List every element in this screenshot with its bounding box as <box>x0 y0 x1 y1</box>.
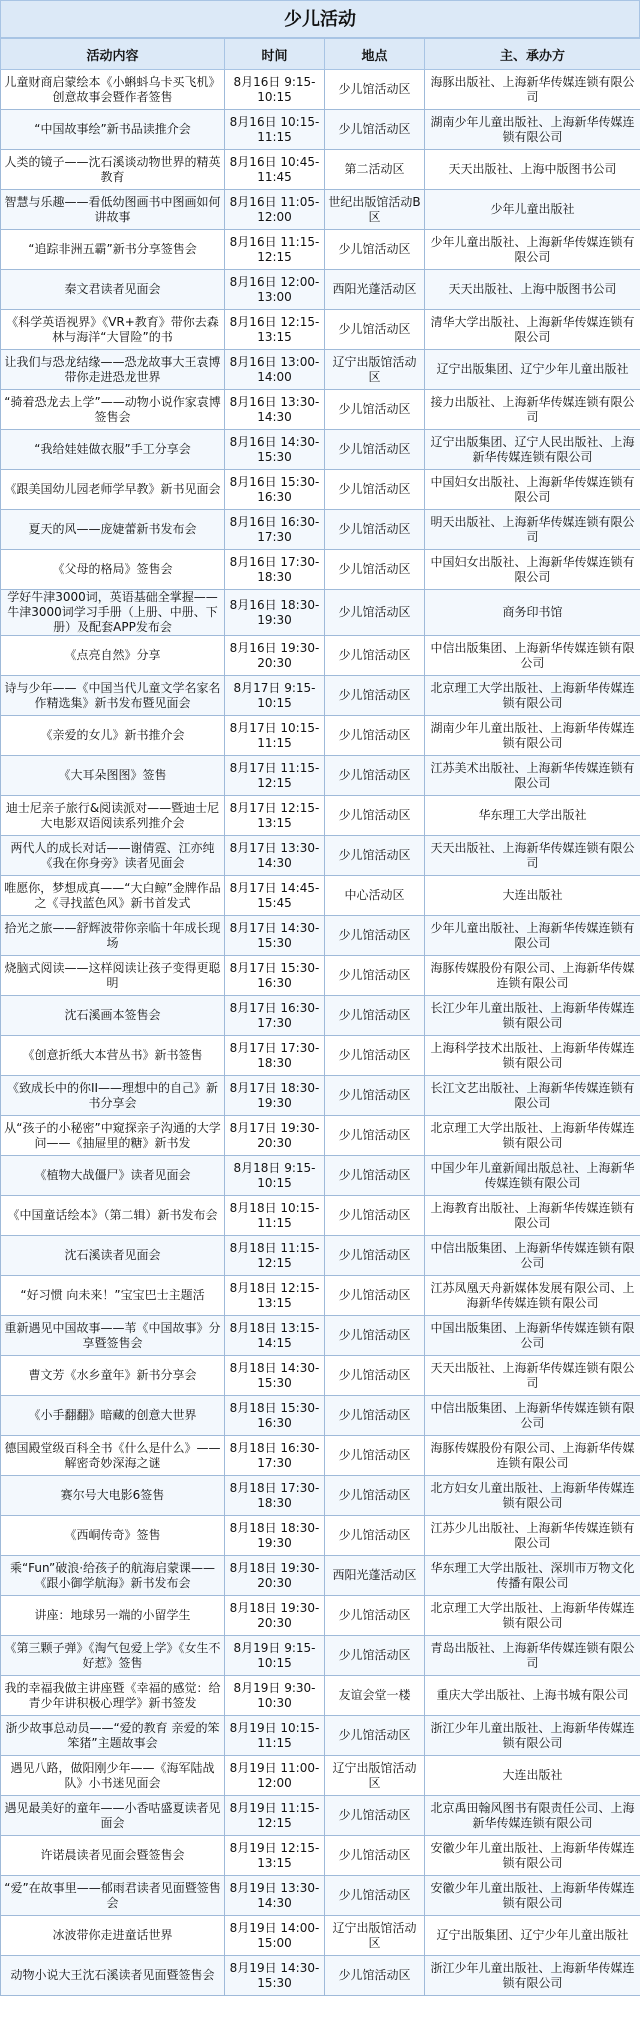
cell-activity: 让我们与恐龙结缘——恐龙故事大王袁博带你走进恐龙世界 <box>1 350 225 390</box>
cell-time: 8月16日 17:30-18:30 <box>225 550 325 590</box>
cell-organizer: 大连出版社 <box>425 1756 640 1796</box>
cell-activity: 人类的镜子——沈石溪谈动物世界的精英教育 <box>1 150 225 190</box>
cell-activity: 乘“Fun”破浪·给孩子的航海启蒙课——《跟小御学航海》新书发布会 <box>1 1556 225 1596</box>
cell-time: 8月18日 9:15-10:15 <box>225 1156 325 1196</box>
cell-time: 8月16日 18:30-19:30 <box>225 590 325 636</box>
table-row <box>1 716 640 756</box>
cell-location: 少儿馆活动区 <box>325 1316 425 1356</box>
cell-location: 少儿馆活动区 <box>325 390 425 430</box>
cell-organizer: 重庆大学出版社、上海书城有限公司 <box>425 1676 640 1716</box>
cell-location: 少儿馆活动区 <box>325 550 425 590</box>
cell-organizer: 中信出版集团、上海新华传媒连锁有限公司 <box>425 1396 640 1436</box>
cell-time: 8月16日 14:30-15:30 <box>225 430 325 470</box>
cell-activity: 拾光之旅——舒辉波带你亲临十年成长现场 <box>1 916 225 956</box>
cell-activity: 《亲爱的女儿》新书推介会 <box>1 716 225 756</box>
table-row <box>1 1556 640 1596</box>
cell-organizer: 北京禹田翰风图书有限责任公司、上海新华传媒连锁有限公司 <box>425 1796 640 1836</box>
cell-time: 8月16日 11:15-12:15 <box>225 230 325 270</box>
table-row <box>1 916 640 956</box>
cell-time: 8月19日 11:00-12:00 <box>225 1756 325 1796</box>
table-row <box>1 1916 640 1956</box>
cell-time: 8月18日 19:30-20:30 <box>225 1556 325 1596</box>
cell-organizer: 中信出版集团、上海新华传媒连锁有限公司 <box>425 636 640 676</box>
cell-location: 少儿馆活动区 <box>325 1036 425 1076</box>
table-row <box>1 676 640 716</box>
cell-organizer: 海豚传媒股份有限公司、上海新华传媒连锁有限公司 <box>425 1436 640 1476</box>
cell-location: 西阳光蓬活动区 <box>325 1556 425 1596</box>
table-row <box>1 796 640 836</box>
cell-activity: 烧脑式阅读——这样阅读让孩子变得更聪明 <box>1 956 225 996</box>
cell-location: 少儿馆活动区 <box>325 1436 425 1476</box>
table-row <box>1 876 640 916</box>
cell-organizer: 中国妇女出版社、上海新华传媒连锁有限公司 <box>425 470 640 510</box>
cell-location: 少儿馆活动区 <box>325 470 425 510</box>
cell-location: 少儿馆活动区 <box>325 1356 425 1396</box>
header-time: 时间 <box>225 39 325 70</box>
cell-activity: 《致成长中的你II——理想中的自己》新书分享会 <box>1 1076 225 1116</box>
table-row <box>1 1516 640 1556</box>
cell-location: 少儿馆活动区 <box>325 230 425 270</box>
cell-time: 8月16日 12:15-13:15 <box>225 310 325 350</box>
header-organizer: 主、承办方 <box>425 39 640 70</box>
cell-location: 辽宁出版馆活动区 <box>325 350 425 390</box>
cell-activity: 《创意折纸大本营丛书》新书签售 <box>1 1036 225 1076</box>
cell-organizer: 安徽少年儿童出版社、上海新华传媒连锁有限公司 <box>425 1876 640 1916</box>
cell-organizer: 江苏美术出版社、上海新华传媒连锁有限公司 <box>425 756 640 796</box>
page-title: 少儿活动 <box>0 0 640 38</box>
table-row <box>1 756 640 796</box>
cell-organizer: 中国妇女出版社、上海新华传媒连锁有限公司 <box>425 550 640 590</box>
cell-activity: 《中国童话绘本》（第二辑）新书发布会 <box>1 1196 225 1236</box>
cell-organizer: 明天出版社、上海新华传媒连锁有限公司 <box>425 510 640 550</box>
table-row <box>1 636 640 676</box>
cell-organizer: 长江少年儿童出版社、上海新华传媒连锁有限公司 <box>425 996 640 1036</box>
cell-activity: 迪士尼亲子旅行&阅读派对——暨迪士尼大电影双语阅读系列推介会 <box>1 796 225 836</box>
cell-time: 8月17日 17:30-18:30 <box>225 1036 325 1076</box>
cell-activity: 重新遇见中国故事——苇《中国故事》分享暨签售会 <box>1 1316 225 1356</box>
cell-activity: 沈石溪读者见面会 <box>1 1236 225 1276</box>
cell-location: 少儿馆活动区 <box>325 510 425 550</box>
cell-activity: 《第三颗子弹》《淘气包爱上学》《女生不好惹》签售 <box>1 1636 225 1676</box>
table-body <box>1 70 640 1996</box>
table-row <box>1 110 640 150</box>
cell-activity: 冰波带你走进童话世界 <box>1 1916 225 1956</box>
cell-organizer: 少年儿童出版社、上海新华传媒连锁有限公司 <box>425 916 640 956</box>
cell-activity: 《西峒传奇》签售 <box>1 1516 225 1556</box>
header-location: 地点 <box>325 39 425 70</box>
table-row <box>1 1676 640 1716</box>
cell-location: 少儿馆活动区 <box>325 1156 425 1196</box>
cell-time: 8月17日 15:30-16:30 <box>225 956 325 996</box>
cell-time: 8月16日 10:15-11:15 <box>225 110 325 150</box>
table-row <box>1 390 640 430</box>
cell-time: 8月17日 14:30-15:30 <box>225 916 325 956</box>
cell-location: 少儿馆活动区 <box>325 1596 425 1636</box>
cell-time: 8月17日 11:15-12:15 <box>225 756 325 796</box>
cell-activity: 诗与少年——《中国当代儿童文学名家名作精选集》新书发布暨见面会 <box>1 676 225 716</box>
cell-time: 8月16日 10:45-11:45 <box>225 150 325 190</box>
table-row <box>1 1716 640 1756</box>
cell-location: 中心活动区 <box>325 876 425 916</box>
cell-activity: 动物小说大王沈石溪读者见面暨签售会 <box>1 1956 225 1996</box>
cell-time: 8月16日 13:30-14:30 <box>225 390 325 430</box>
table-row <box>1 1636 640 1676</box>
cell-activity: 《大耳朵图图》签售 <box>1 756 225 796</box>
cell-time: 8月19日 9:30-10:30 <box>225 1676 325 1716</box>
cell-activity: “好习惯 向未来！”宝宝巴士主题活 <box>1 1276 225 1316</box>
cell-time: 8月17日 13:30-14:30 <box>225 836 325 876</box>
table-row <box>1 470 640 510</box>
cell-time: 8月18日 19:30-20:30 <box>225 1596 325 1636</box>
cell-location: 第二活动区 <box>325 150 425 190</box>
table-row <box>1 1956 640 1996</box>
cell-location: 少儿馆活动区 <box>325 1836 425 1876</box>
cell-location: 少儿馆活动区 <box>325 1956 425 1996</box>
cell-location: 少儿馆活动区 <box>325 590 425 636</box>
cell-location: 少儿馆活动区 <box>325 1636 425 1676</box>
cell-organizer: 天天出版社、上海中版图书公司 <box>425 270 640 310</box>
cell-organizer: 江苏少儿出版社、上海新华传媒连锁有限公司 <box>425 1516 640 1556</box>
table-row <box>1 270 640 310</box>
cell-organizer: 中信出版集团、上海新华传媒连锁有限公司 <box>425 1236 640 1276</box>
cell-location: 少儿馆活动区 <box>325 1716 425 1756</box>
cell-time: 8月18日 17:30-18:30 <box>225 1476 325 1516</box>
table-row <box>1 836 640 876</box>
cell-organizer: 江苏凤凰天舟新媒体发展有限公司、上海新华传媒连锁有限公司 <box>425 1276 640 1316</box>
cell-location: 少儿馆活动区 <box>325 916 425 956</box>
cell-time: 8月17日 9:15-10:15 <box>225 676 325 716</box>
cell-activity: 秦文君读者见面会 <box>1 270 225 310</box>
cell-location: 少儿馆活动区 <box>325 70 425 110</box>
cell-organizer: 北京理工大学出版社、上海新华传媒连锁有限公司 <box>425 1116 640 1156</box>
cell-time: 8月18日 11:15-12:15 <box>225 1236 325 1276</box>
table-row <box>1 1876 640 1916</box>
cell-time: 8月19日 13:30-14:30 <box>225 1876 325 1916</box>
cell-location: 少儿馆活动区 <box>325 1116 425 1156</box>
cell-time: 8月18日 12:15-13:15 <box>225 1276 325 1316</box>
cell-location: 少儿馆活动区 <box>325 1476 425 1516</box>
table-row <box>1 1796 640 1836</box>
cell-time: 8月19日 12:15-13:15 <box>225 1836 325 1876</box>
cell-activity: 曹文芳《水乡童年》新书分享会 <box>1 1356 225 1396</box>
cell-organizer: 华东理工大学出版社 <box>425 796 640 836</box>
cell-organizer: 中国出版集团、上海新华传媒连锁有限公司 <box>425 1316 640 1356</box>
table-row <box>1 1356 640 1396</box>
cell-activity: 唯愿你，梦想成真——“大白鲸”金牌作品之《寻找蓝色风》新书首发式 <box>1 876 225 916</box>
cell-organizer: 接力出版社、上海新华传媒连锁有限公司 <box>425 390 640 430</box>
activity-table <box>0 38 640 1996</box>
cell-location: 少儿馆活动区 <box>325 716 425 756</box>
cell-time: 8月16日 11:05-12:00 <box>225 190 325 230</box>
cell-activity: 两代人的成长对话——谢倩霓、江亦纯《我在你身旁》读者见面会 <box>1 836 225 876</box>
cell-organizer: 华东理工大学出版社、深圳市万物文化传播有限公司 <box>425 1556 640 1596</box>
cell-organizer: 天天出版社、上海新华传媒连锁有限公司 <box>425 836 640 876</box>
cell-time: 8月16日 16:30-17:30 <box>225 510 325 550</box>
cell-activity: 遇见最美好的童年——小香咕盛夏读者见面会 <box>1 1796 225 1836</box>
cell-time: 8月17日 18:30-19:30 <box>225 1076 325 1116</box>
cell-location: 辽宁出版馆活动区 <box>325 1916 425 1956</box>
cell-organizer: 海豚出版社、上海新华传媒连锁有限公司 <box>425 70 640 110</box>
cell-location: 少儿馆活动区 <box>325 1396 425 1436</box>
cell-location: 少儿馆活动区 <box>325 796 425 836</box>
cell-location: 西阳光蓬活动区 <box>325 270 425 310</box>
cell-activity: 夏天的风——庞婕蕾新书发布会 <box>1 510 225 550</box>
cell-organizer: 天天出版社、上海新华传媒连锁有限公司 <box>425 1356 640 1396</box>
cell-activity: “中国故事绘”新书品读推介会 <box>1 110 225 150</box>
cell-activity: 我的幸福我做主讲座暨《幸福的感觉：给青少年讲积极心理学》新书签发 <box>1 1676 225 1716</box>
cell-activity: 讲座：地球另一端的小留学生 <box>1 1596 225 1636</box>
cell-organizer: 海豚传媒股份有限公司、上海新华传媒连锁有限公司 <box>425 956 640 996</box>
cell-time: 8月18日 14:30-15:30 <box>225 1356 325 1396</box>
cell-organizer: 湖南少年儿童出版社、上海新华传媒连锁有限公司 <box>425 110 640 150</box>
cell-time: 8月19日 9:15-10:15 <box>225 1636 325 1676</box>
table-row <box>1 430 640 470</box>
cell-location: 少儿馆活动区 <box>325 1796 425 1836</box>
cell-activity: 《小手翻翻》暗藏的创意大世界 <box>1 1396 225 1436</box>
cell-location: 少儿馆活动区 <box>325 676 425 716</box>
cell-location: 世纪出版馆活动B区 <box>325 190 425 230</box>
cell-time: 8月16日 12:00-13:00 <box>225 270 325 310</box>
table-row <box>1 1436 640 1476</box>
table-row <box>1 550 640 590</box>
table-row <box>1 956 640 996</box>
cell-time: 8月17日 12:15-13:15 <box>225 796 325 836</box>
cell-location: 少儿馆活动区 <box>325 110 425 150</box>
table-row <box>1 190 640 230</box>
cell-time: 8月18日 18:30-19:30 <box>225 1516 325 1556</box>
cell-organizer: 天天出版社、上海中版图书公司 <box>425 150 640 190</box>
table-row <box>1 1396 640 1436</box>
table-row <box>1 1476 640 1516</box>
cell-activity: 许诺晨读者见面会暨签售会 <box>1 1836 225 1876</box>
cell-activity: 《植物大战僵尸》读者见面会 <box>1 1156 225 1196</box>
cell-time: 8月17日 10:15-11:15 <box>225 716 325 756</box>
table-row <box>1 510 640 550</box>
cell-organizer: 湖南少年儿童出版社、上海新华传媒连锁有限公司 <box>425 716 640 756</box>
cell-location: 少儿馆活动区 <box>325 996 425 1036</box>
cell-activity: 《科学英语视界》《VR+教育》带你去森林与海洋“大冒险”的书 <box>1 310 225 350</box>
cell-organizer: 大连出版社 <box>425 876 640 916</box>
cell-organizer: 北京理工大学出版社、上海新华传媒连锁有限公司 <box>425 676 640 716</box>
cell-organizer: 上海教育出版社、上海新华传媒连锁有限公司 <box>425 1196 640 1236</box>
table-row <box>1 1316 640 1356</box>
cell-time: 8月16日 9:15-10:15 <box>225 70 325 110</box>
table-row <box>1 590 640 636</box>
table-row <box>1 1276 640 1316</box>
table-row <box>1 150 640 190</box>
cell-location: 辽宁出版馆活动区 <box>325 1756 425 1796</box>
table-row <box>1 1236 640 1276</box>
cell-location: 少儿馆活动区 <box>325 310 425 350</box>
cell-organizer: 商务印书馆 <box>425 590 640 636</box>
table-row <box>1 1836 640 1876</box>
table-row <box>1 350 640 390</box>
cell-location: 少儿馆活动区 <box>325 636 425 676</box>
cell-location: 少儿馆活动区 <box>325 1516 425 1556</box>
cell-activity: “骑着恐龙去上学”——动物小说作家袁博签售会 <box>1 390 225 430</box>
cell-time: 8月16日 13:00-14:00 <box>225 350 325 390</box>
cell-organizer: 辽宁出版集团、辽宁少年儿童出版社 <box>425 350 640 390</box>
cell-activity: “追踪非洲五霸”新书分享签售会 <box>1 230 225 270</box>
cell-location: 少儿馆活动区 <box>325 1076 425 1116</box>
table-row <box>1 1116 640 1156</box>
cell-activity: 智慧与乐趣——看低幼图画书中图画如何讲故事 <box>1 190 225 230</box>
table-row <box>1 310 640 350</box>
cell-organizer: 青岛出版社、上海新华传媒连锁有限公司 <box>425 1636 640 1676</box>
cell-organizer: 少年儿童出版社、上海新华传媒连锁有限公司 <box>425 230 640 270</box>
cell-organizer: 清华大学出版社、上海新华传媒连锁有限公司 <box>425 310 640 350</box>
cell-activity: “我给娃娃做衣服”手工分享会 <box>1 430 225 470</box>
cell-activity: 浙少故事总动员——“爱的教育 亲爱的笨笨猪”主题故事会 <box>1 1716 225 1756</box>
cell-time: 8月19日 11:15-12:15 <box>225 1796 325 1836</box>
cell-organizer: 浙江少年儿童出版社、上海新华传媒连锁有限公司 <box>425 1956 640 1996</box>
cell-activity: 学好牛津3000词，英语基础全掌握——牛津3000词学习手册（上册、中册、下册）及配套APP发布会 <box>1 590 225 636</box>
cell-activity: 儿童财商启蒙绘本《小蝌蚪乌卡买飞机》创意故事会暨作者签售 <box>1 70 225 110</box>
cell-organizer: 辽宁出版集团、辽宁少年儿童出版社 <box>425 1916 640 1956</box>
table-row <box>1 1596 640 1636</box>
table-row <box>1 996 640 1036</box>
cell-organizer: 上海科学技术出版社、上海新华传媒连锁有限公司 <box>425 1036 640 1076</box>
cell-time: 8月17日 19:30-20:30 <box>225 1116 325 1156</box>
cell-activity: 遇见八路，做阳刚少年——《海军陆战队》小书迷见面会 <box>1 1756 225 1796</box>
cell-location: 少儿馆活动区 <box>325 956 425 996</box>
cell-time: 8月19日 14:00-15:00 <box>225 1916 325 1956</box>
header-activity: 活动内容 <box>1 39 225 70</box>
cell-time: 8月17日 14:45-15:45 <box>225 876 325 916</box>
cell-time: 8月18日 13:15-14:15 <box>225 1316 325 1356</box>
cell-activity: 沈石溪画本签售会 <box>1 996 225 1036</box>
table-row <box>1 1756 640 1796</box>
table-row <box>1 230 640 270</box>
table-row <box>1 1076 640 1116</box>
cell-activity: 《点亮自然》分享 <box>1 636 225 676</box>
cell-location: 少儿馆活动区 <box>325 756 425 796</box>
cell-location: 少儿馆活动区 <box>325 1236 425 1276</box>
cell-location: 少儿馆活动区 <box>325 1876 425 1916</box>
cell-activity: “爱”在故事里——郁雨君读者见面暨签售会 <box>1 1876 225 1916</box>
cell-location: 少儿馆活动区 <box>325 836 425 876</box>
cell-activity: 德国殿堂级百科全书《什么是什么》——解密奇妙深海之谜 <box>1 1436 225 1476</box>
cell-organizer: 安徽少年儿童出版社、上海新华传媒连锁有限公司 <box>425 1836 640 1876</box>
cell-time: 8月18日 16:30-17:30 <box>225 1436 325 1476</box>
cell-location: 少儿馆活动区 <box>325 1276 425 1316</box>
table-row <box>1 70 640 110</box>
cell-organizer: 少年儿童出版社 <box>425 190 640 230</box>
cell-location: 少儿馆活动区 <box>325 430 425 470</box>
cell-organizer: 浙江少年儿童出版社、上海新华传媒连锁有限公司 <box>425 1716 640 1756</box>
cell-time: 8月17日 16:30-17:30 <box>225 996 325 1036</box>
table-header-row <box>1 39 640 70</box>
cell-organizer: 北京理工大学出版社、上海新华传媒连锁有限公司 <box>425 1596 640 1636</box>
cell-time: 8月18日 10:15-11:15 <box>225 1196 325 1236</box>
cell-time: 8月19日 14:30-15:30 <box>225 1956 325 1996</box>
cell-organizer: 中国少年儿童新闻出版总社、上海新华传媒连锁有限公司 <box>425 1156 640 1196</box>
cell-time: 8月19日 10:15-11:15 <box>225 1716 325 1756</box>
cell-time: 8月18日 15:30-16:30 <box>225 1396 325 1436</box>
table-row <box>1 1156 640 1196</box>
cell-organizer: 辽宁出版集团、辽宁人民出版社、上海新华传媒连锁有限公司 <box>425 430 640 470</box>
table-row <box>1 1196 640 1236</box>
cell-time: 8月16日 15:30-16:30 <box>225 470 325 510</box>
cell-location: 友谊会堂一楼 <box>325 1676 425 1716</box>
cell-organizer: 北方妇女儿童出版社、上海新华传媒连锁有限公司 <box>425 1476 640 1516</box>
table-row <box>1 1036 640 1076</box>
cell-location: 少儿馆活动区 <box>325 1196 425 1236</box>
cell-activity: 从“孩子的小秘密”中窥探亲子沟通的大学问——《抽屉里的糖》新书发 <box>1 1116 225 1156</box>
cell-activity: 《父母的格局》签售会 <box>1 550 225 590</box>
cell-activity: 《跟美国幼儿园老师学早教》新书见面会 <box>1 470 225 510</box>
cell-activity: 赛尔号大电影6签售 <box>1 1476 225 1516</box>
cell-time: 8月16日 19:30-20:30 <box>225 636 325 676</box>
cell-organizer: 长江文艺出版社、上海新华传媒连锁有限公司 <box>425 1076 640 1116</box>
